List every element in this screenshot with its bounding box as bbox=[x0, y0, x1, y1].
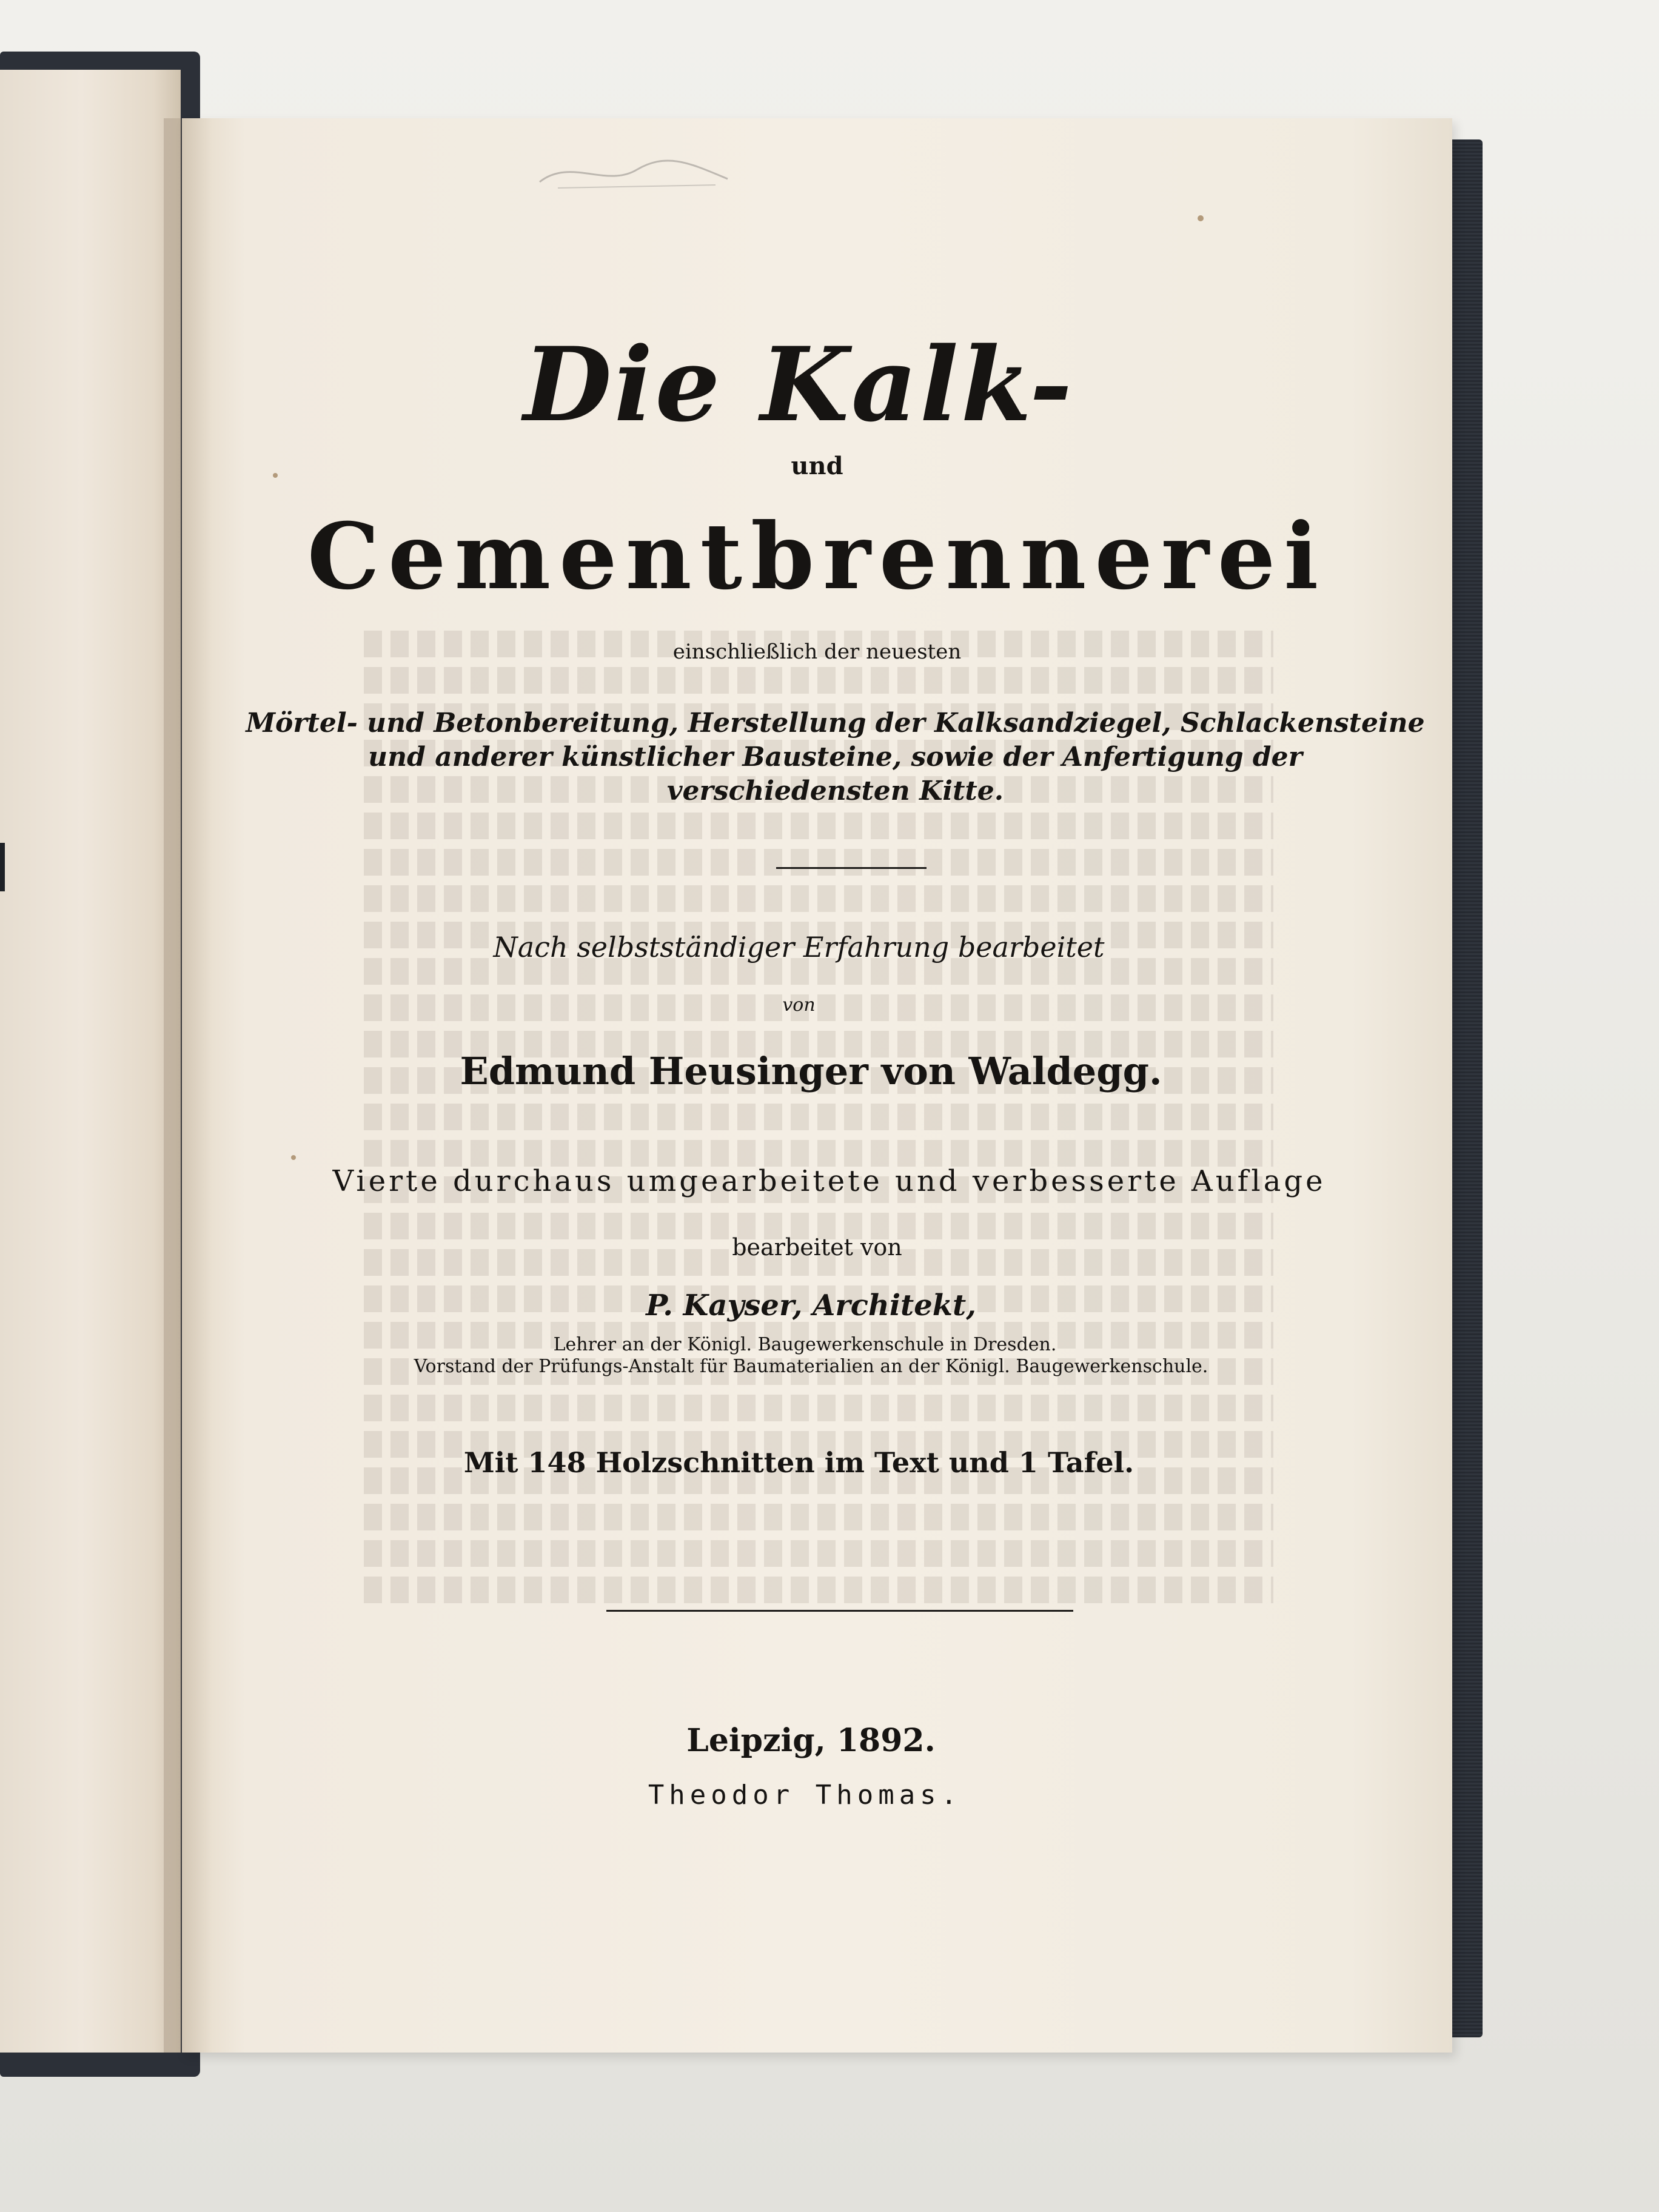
authorship-von: von bbox=[782, 994, 816, 1016]
pencil-mark bbox=[534, 146, 740, 200]
subtitle-block bbox=[200, 706, 1470, 808]
edited-by-label: bearbeitet von bbox=[732, 1234, 902, 1261]
paper-speck bbox=[1198, 215, 1204, 221]
imprint-place-year: Leipzig, 1892. bbox=[686, 1722, 936, 1759]
subtitle-intro: einschließlich der neuesten bbox=[672, 640, 962, 664]
editor-name: P. Kayser, Architekt, bbox=[646, 1289, 976, 1322]
edition-statement: Vierte durchaus umgearbeitete und verbesserte Auflage bbox=[332, 1164, 1326, 1198]
subtitle-line-2: und anderer künstlicher Bausteine, sowie der Anfertigung der bbox=[368, 742, 1302, 773]
subtitle-line-1: Mörtel- und Betonbereitung, Herstellung der Kalksandziegel, Schlackensteine bbox=[246, 708, 1425, 739]
editor-role-2: Vorstand der Prüfungs-Anstalt für Baumaterialien an der Königl. Baugewerkenschule. bbox=[414, 1356, 1208, 1377]
authorship-note: Nach selbstständiger Erfahrung bearbeitet bbox=[493, 931, 1105, 964]
editor-role-1: Lehrer an der Königl. Baugewerkenschule in Dresden. bbox=[553, 1334, 1057, 1355]
illustrations-note: Mit 148 Holzschnitten im Text und 1 Tafel. bbox=[463, 1446, 1134, 1479]
short-divider bbox=[776, 867, 927, 869]
author-name: Edmund Heusinger von Waldegg. bbox=[460, 1049, 1162, 1093]
long-divider bbox=[606, 1610, 1073, 1612]
left-page bbox=[0, 70, 181, 2053]
paper-speck bbox=[291, 1155, 296, 1160]
subtitle-line-3: verschiedensten Kitte. bbox=[666, 776, 1004, 806]
title-connector: und bbox=[791, 452, 843, 480]
imprint-publisher: Theodor Thomas. bbox=[648, 1780, 962, 1811]
left-page-edge-mark bbox=[0, 843, 5, 891]
title-line-2: Cementbrennerei bbox=[307, 503, 1327, 610]
title-line-1: Die Kalk- bbox=[523, 324, 1074, 444]
